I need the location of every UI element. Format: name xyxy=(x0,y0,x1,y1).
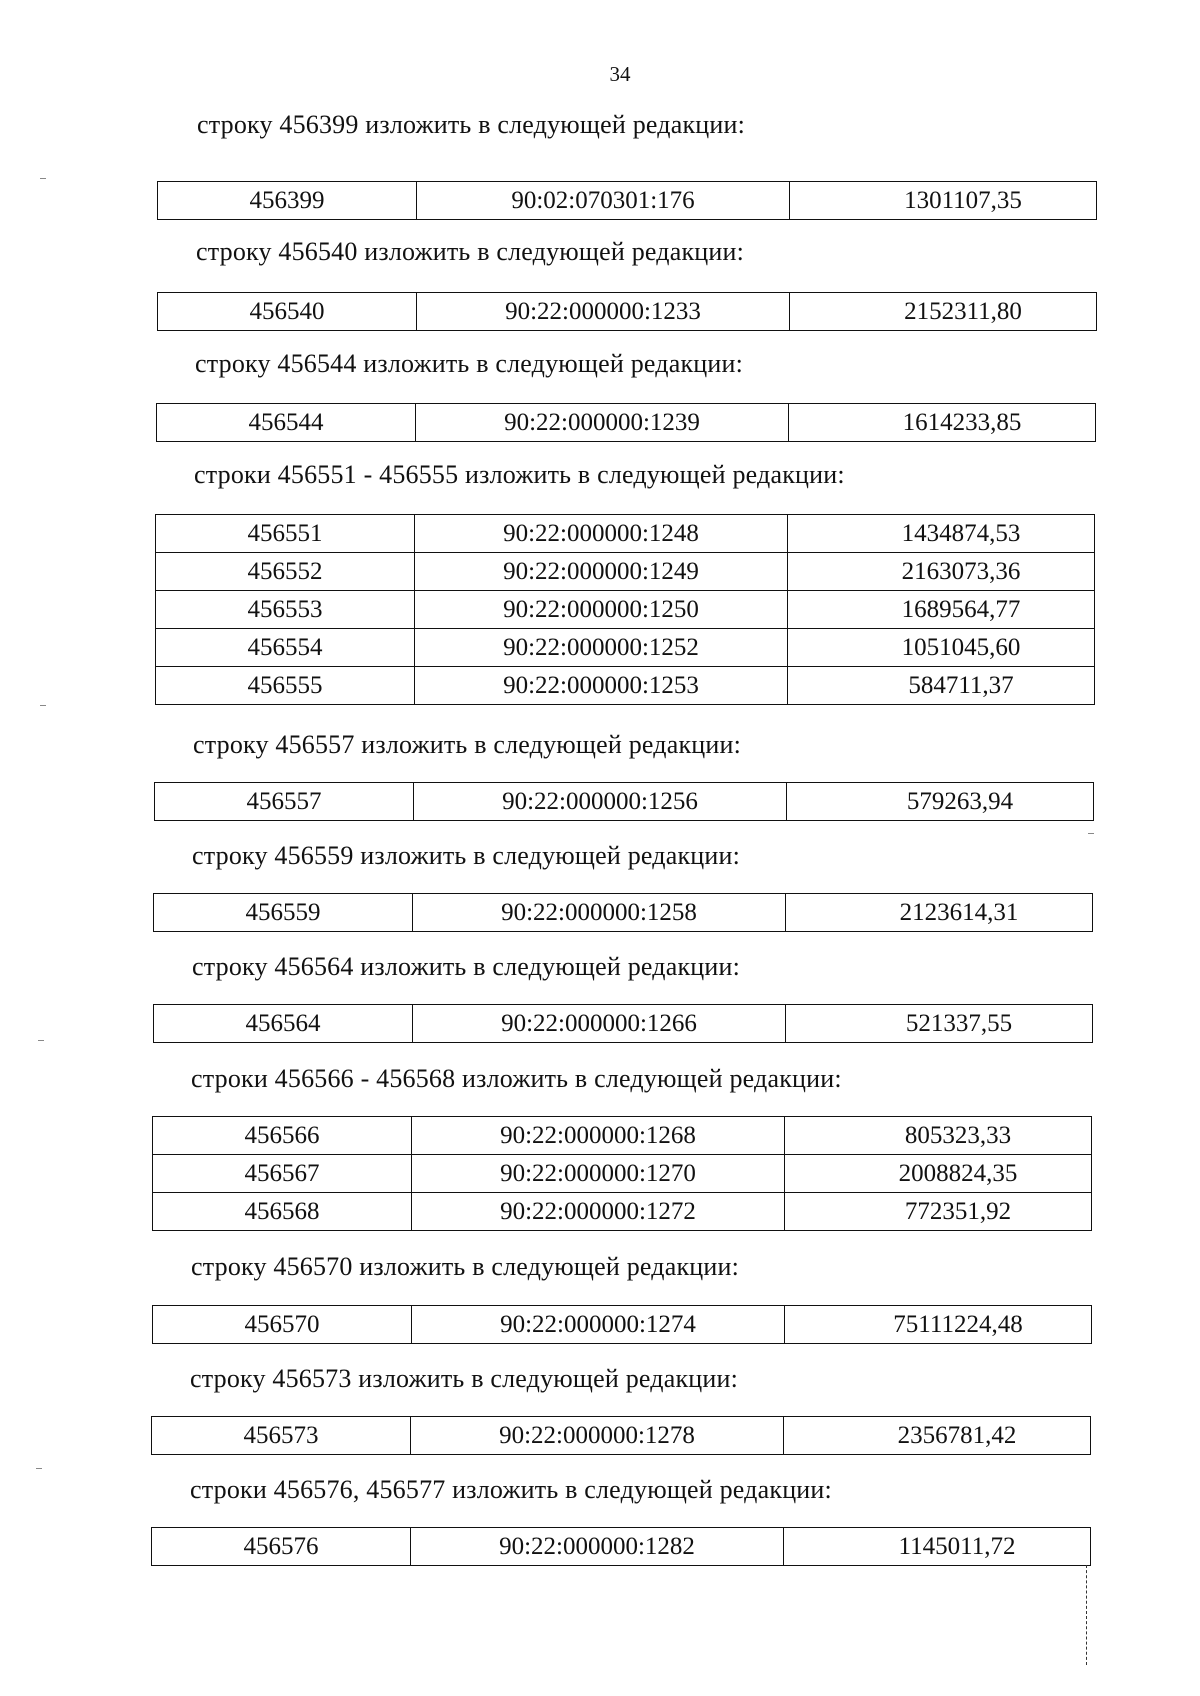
value-text: 1051045,60 xyxy=(901,634,1021,661)
scan-speck xyxy=(36,1468,42,1469)
row-number-cell: 456555 xyxy=(156,667,415,705)
table-row xyxy=(156,667,1095,705)
amendment-table xyxy=(154,782,1094,821)
value-text: 772351,92 xyxy=(904,1198,1012,1225)
cadastral-number-cell: 90:22:000000:1266 xyxy=(413,1005,786,1043)
amendment-instruction: строку 456564 изложить в следующей редакции: xyxy=(192,952,741,981)
value-text: 805323,33 xyxy=(904,1122,1012,1149)
cadastral-number-cell: 90:22:000000:1256 xyxy=(414,783,787,821)
amendment-instruction: строку 456540 изложить в следующей редакции: xyxy=(196,237,745,266)
value-cell xyxy=(790,293,1097,331)
value-text: 579263,94 xyxy=(906,788,1014,815)
cadastral-number-cell: 90:22:000000:1249 xyxy=(415,553,788,591)
row-number-cell: 456570 xyxy=(153,1306,412,1344)
amendment-table xyxy=(152,1305,1092,1344)
value-cell xyxy=(785,1155,1092,1193)
amendment-instruction: строку 456570 изложить в следующей редакции: xyxy=(191,1252,740,1281)
table-row xyxy=(152,1417,1091,1455)
table-row xyxy=(154,1005,1093,1043)
value-cell xyxy=(784,1417,1091,1455)
table-row xyxy=(156,553,1095,591)
table-row xyxy=(155,783,1094,821)
table-row xyxy=(156,629,1095,667)
row-number-cell: 456551 xyxy=(156,515,415,553)
row-number-cell: 456567 xyxy=(153,1155,412,1193)
value-text: 1614233,85 xyxy=(902,409,1022,436)
amendment-instruction: строку 456573 изложить в следующей редакции: xyxy=(190,1364,739,1393)
cadastral-number-cell: 90:22:000000:1282 xyxy=(411,1528,784,1566)
value-text: 1434874,53 xyxy=(901,520,1021,547)
amendment-instruction: строку 456559 изложить в следующей редакции: xyxy=(192,841,741,870)
value-cell xyxy=(788,629,1095,667)
scan-speck xyxy=(40,178,46,179)
table-row xyxy=(156,515,1095,553)
table-row xyxy=(153,1306,1092,1344)
value-text: 1301107,35 xyxy=(904,187,1022,214)
value-cell xyxy=(784,1528,1091,1566)
scan-speck xyxy=(38,1040,44,1041)
amendment-instruction: строку 456399 изложить в следующей редакции: xyxy=(197,110,746,139)
table-row xyxy=(154,894,1093,932)
table-row xyxy=(156,591,1095,629)
table-row xyxy=(153,1155,1092,1193)
row-number-cell: 456568 xyxy=(153,1193,412,1231)
amendment-table xyxy=(151,1416,1091,1455)
amendment-table xyxy=(156,403,1096,442)
value-text: 2008824,35 xyxy=(898,1160,1018,1187)
value-cell xyxy=(788,515,1095,553)
value-text: 521337,55 xyxy=(905,1010,1013,1037)
value-cell xyxy=(790,182,1097,220)
cadastral-number-cell: 90:02:070301:176 xyxy=(417,182,790,220)
cadastral-number-cell: 90:22:000000:1239 xyxy=(416,404,789,442)
scan-margin-dashes xyxy=(1086,1565,1087,1665)
value-cell xyxy=(785,1117,1092,1155)
table-row xyxy=(157,404,1096,442)
scan-speck xyxy=(1088,833,1094,834)
value-cell xyxy=(785,1306,1092,1344)
amendment-instruction: строки 456551 - 456555 изложить в следующей редакции: xyxy=(194,460,845,489)
cadastral-number-cell: 90:22:000000:1258 xyxy=(413,894,786,932)
value-text: 2163073,36 xyxy=(901,558,1021,585)
value-cell xyxy=(786,894,1093,932)
page-number: 34 xyxy=(609,62,631,86)
cadastral-number-cell: 90:22:000000:1274 xyxy=(412,1306,785,1344)
cadastral-number-cell: 90:22:000000:1252 xyxy=(415,629,788,667)
row-number-cell: 456544 xyxy=(157,404,416,442)
row-number-cell: 456557 xyxy=(155,783,414,821)
row-number-cell: 456573 xyxy=(152,1417,411,1455)
row-number-cell: 456559 xyxy=(154,894,413,932)
table-row xyxy=(153,1117,1092,1155)
value-cell xyxy=(789,404,1096,442)
value-text: 2123614,31 xyxy=(899,899,1019,926)
table-row xyxy=(153,1193,1092,1231)
row-number-cell: 456399 xyxy=(158,182,417,220)
cadastral-number-cell: 90:22:000000:1253 xyxy=(415,667,788,705)
amendment-instruction: строки 456566 - 456568 изложить в следующей редакции: xyxy=(191,1064,842,1093)
cadastral-number-cell: 90:22:000000:1278 xyxy=(411,1417,784,1455)
amendment-table xyxy=(157,181,1097,220)
cadastral-number-cell: 90:22:000000:1270 xyxy=(412,1155,785,1193)
value-text: 1689564,77 xyxy=(901,596,1021,623)
value-text: 1145011,72 xyxy=(898,1533,1016,1560)
value-cell xyxy=(786,1005,1093,1043)
cadastral-number-cell: 90:22:000000:1268 xyxy=(412,1117,785,1155)
amendment-instruction: строки 456576, 456577 изложить в следующей редакции: xyxy=(190,1475,832,1504)
value-cell xyxy=(788,591,1095,629)
cadastral-number-cell: 90:22:000000:1248 xyxy=(415,515,788,553)
row-number-cell: 456553 xyxy=(156,591,415,629)
value-cell xyxy=(788,553,1095,591)
amendment-table xyxy=(153,1004,1093,1043)
cadastral-number-cell: 90:22:000000:1272 xyxy=(412,1193,785,1231)
amendment-table xyxy=(157,292,1097,331)
row-number-cell: 456566 xyxy=(153,1117,412,1155)
scan-speck xyxy=(40,705,46,706)
amendment-instruction: строку 456557 изложить в следующей редакции: xyxy=(193,730,742,759)
amendment-table xyxy=(152,1116,1092,1231)
table-row xyxy=(158,293,1097,331)
row-number-cell: 456564 xyxy=(154,1005,413,1043)
value-cell xyxy=(785,1193,1092,1231)
value-text: 2356781,42 xyxy=(897,1422,1017,1449)
table-row xyxy=(152,1528,1091,1566)
amendment-table xyxy=(153,893,1093,932)
value-text: 584711,37 xyxy=(908,672,1014,699)
amendment-table xyxy=(155,514,1095,705)
row-number-cell: 456552 xyxy=(156,553,415,591)
cadastral-number-cell: 90:22:000000:1250 xyxy=(415,591,788,629)
row-number-cell: 456540 xyxy=(158,293,417,331)
row-number-cell: 456554 xyxy=(156,629,415,667)
value-text: 75111224,48 xyxy=(893,1311,1023,1338)
value-cell xyxy=(788,667,1095,705)
table-row xyxy=(158,182,1097,220)
cadastral-number-cell: 90:22:000000:1233 xyxy=(417,293,790,331)
value-text: 2152311,80 xyxy=(904,298,1022,325)
amendment-table xyxy=(151,1527,1091,1566)
amendment-instruction: строку 456544 изложить в следующей редакции: xyxy=(195,349,744,378)
value-cell xyxy=(787,783,1094,821)
row-number-cell: 456576 xyxy=(152,1528,411,1566)
